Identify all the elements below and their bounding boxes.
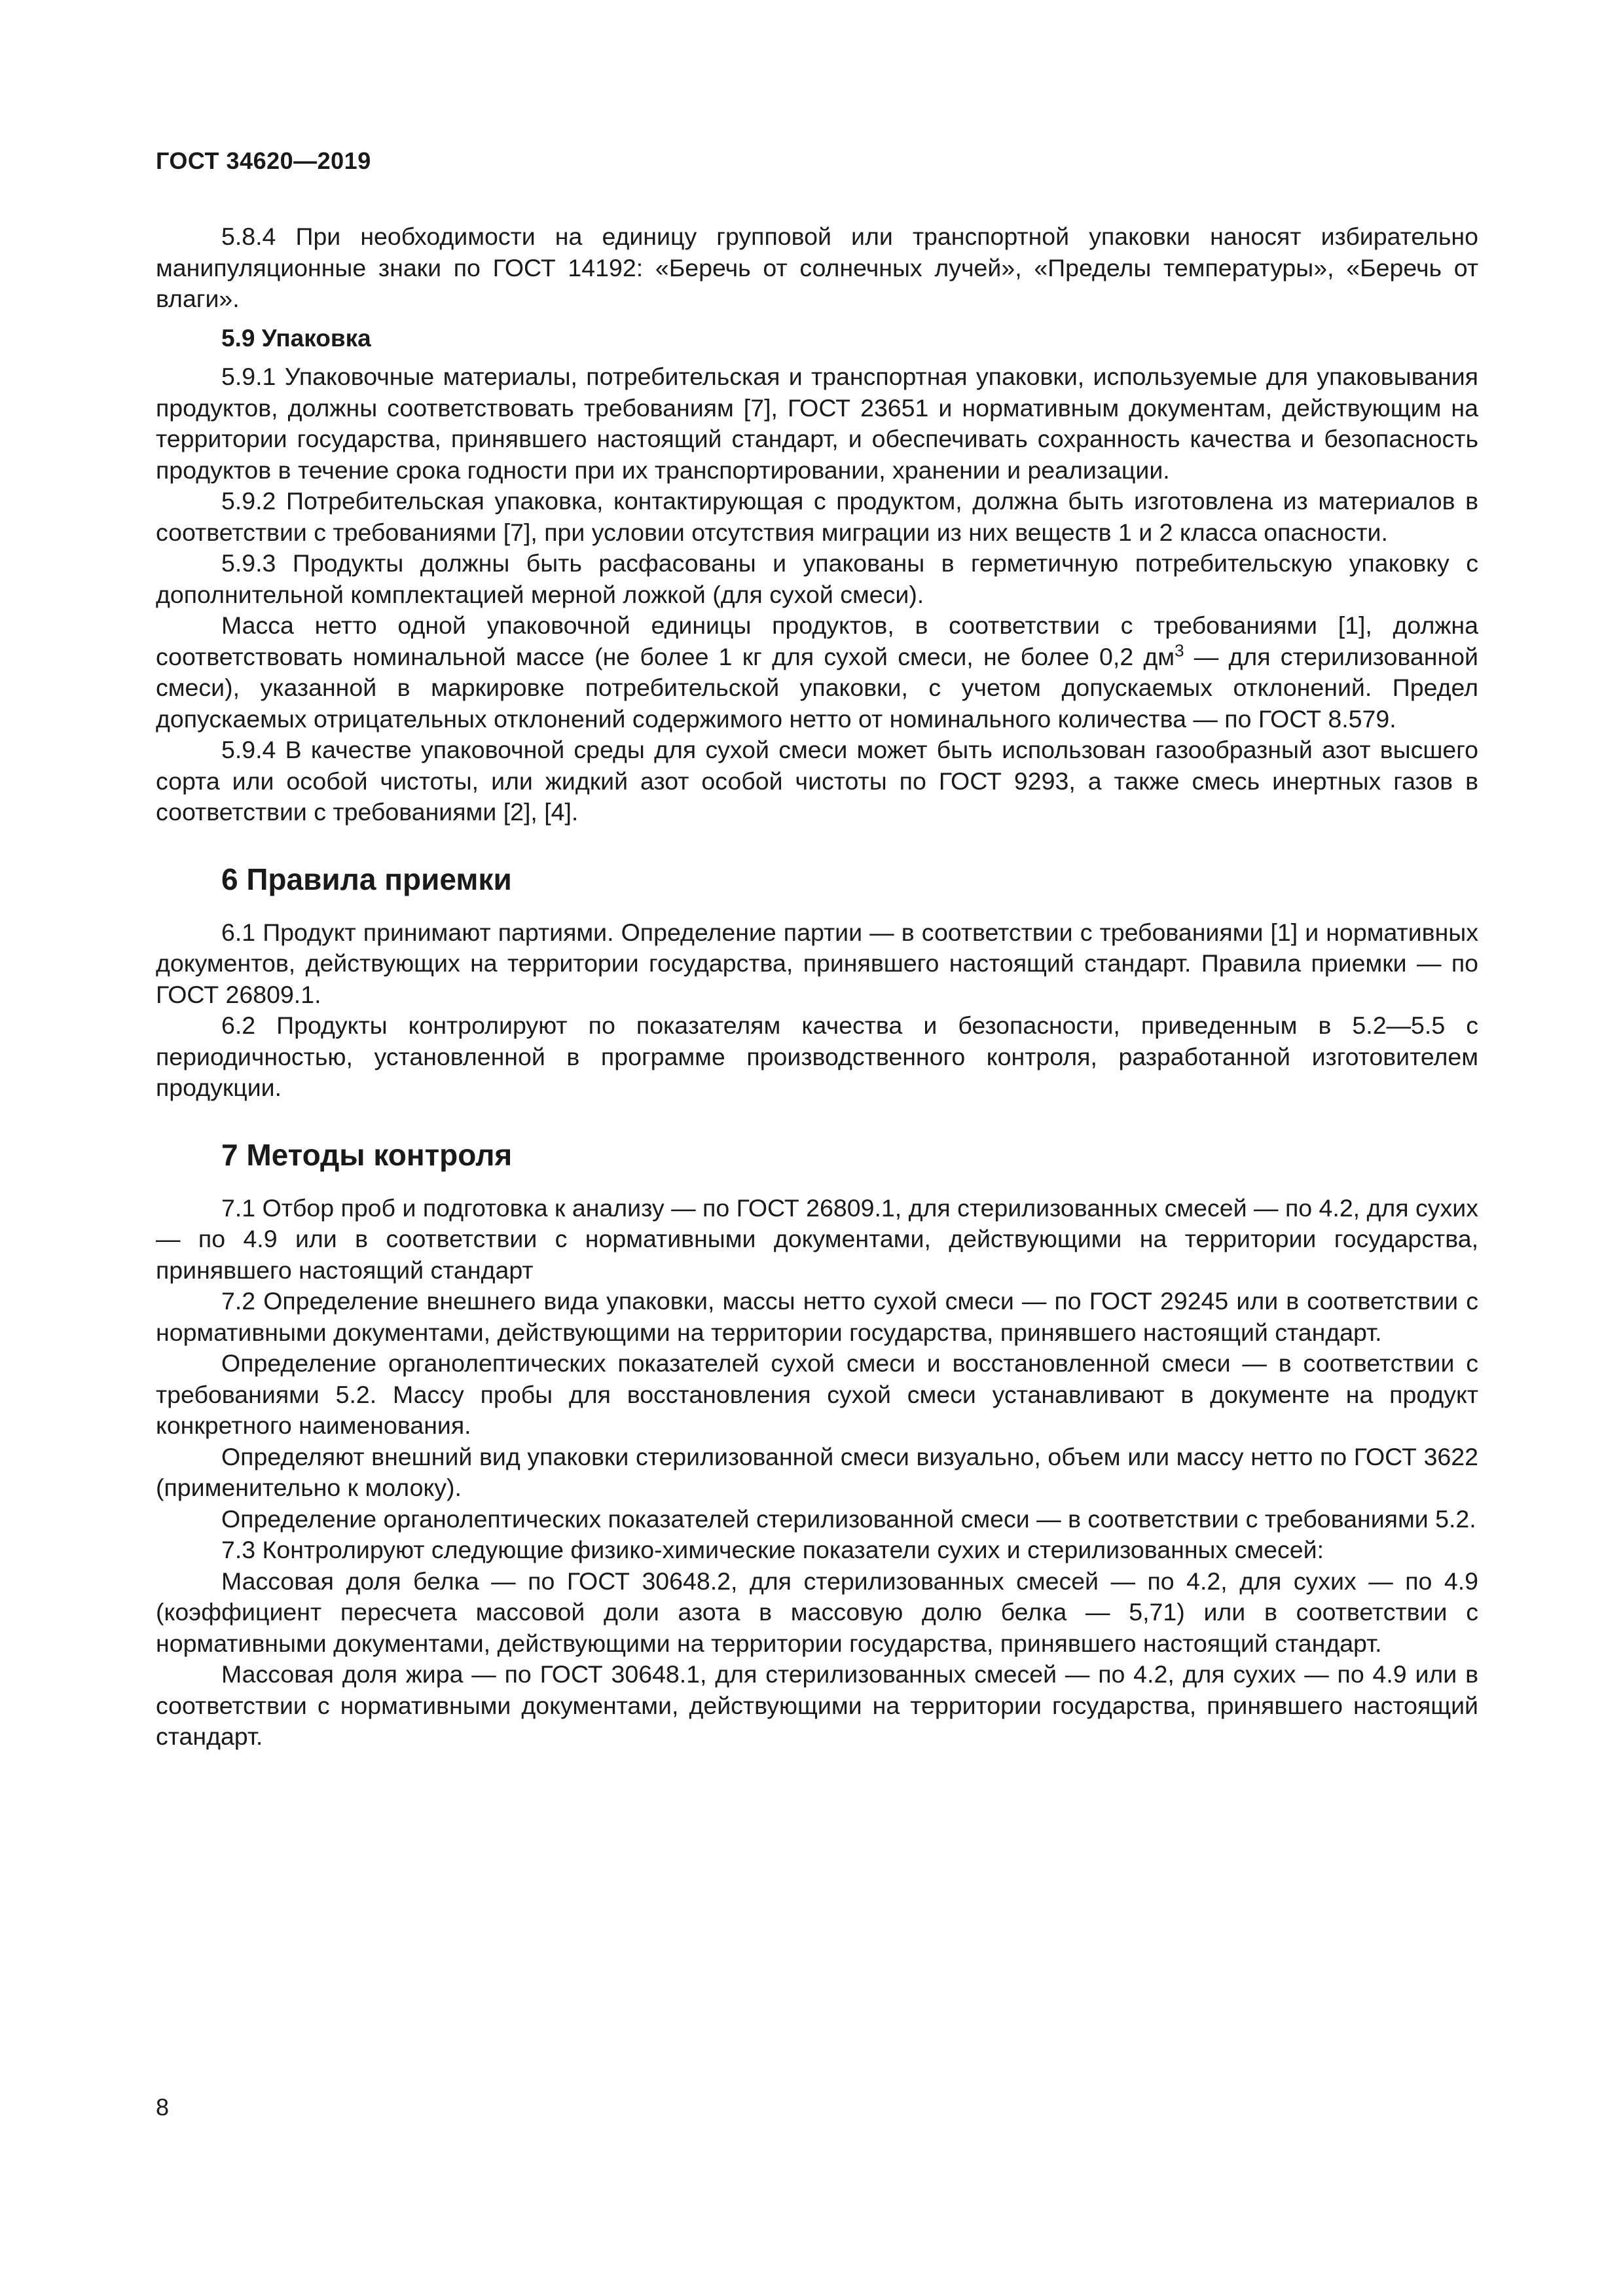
document-code-header: ГОСТ 34620—2019	[156, 147, 371, 174]
net-mass-text-a: Масса нетто одной упаковочной единицы продуктов, в соответствии с требованиями [1], должна соответствовать номинальной массе (не более 1 кг для сухой смеси, не более 0,2 дм	[156, 611, 1478, 670]
heading-5-9: 5.9 Упаковка	[221, 324, 371, 352]
document-body	[156, 221, 1478, 1753]
paragraph-5-9-3: 5.9.3 Продукты должны быть расфасованы и упакованы в герметичную потребительскую упаковку с дополнительной комплектацией мерной ложкой (для сухой смеси).	[156, 549, 1478, 608]
paragraph-7-2-sterilized: Определение органолептических показателей стерилизованной смеси — в соответствии с требованиями 5.2.	[221, 1504, 1476, 1533]
paragraph-7-2-appearance: Определяют внешний вид упаковки стерилизованной смеси визуально, объем или массу нетто по ГОСТ 3622 (применительно к молоку).	[156, 1442, 1478, 1501]
paragraph-net-mass	[156, 610, 1478, 735]
heading-section-7: 7 Методы контроля	[221, 1137, 513, 1172]
paragraph-5-9-4: 5.9.4 В качестве упаковочной среды для сухой смеси может быть использован газообразный азот высшего сорта или особой чистоты, или жидкий азот особой чистоты по ГОСТ 9293, а также смесь инертных газов в соответствии с требованиями [2], [4].	[156, 736, 1478, 826]
paragraph-7-2: 7.2 Определение внешнего вида упаковки, массы нетто сухой смеси — по ГОСТ 29245 или в соответствии с нормативными документами, действующими на территории государства, принявшего настоящий стандарт.	[156, 1287, 1478, 1346]
paragraph-7-2-organoleptic: Определение органолептических показателей сухой смеси и восстановленной смеси — в соответствии с требованиями 5.2. Массу пробы для восстановления сухой смеси устанавливают в документе на продукт конкретного наименования.	[156, 1349, 1478, 1439]
paragraph-7-3: 7.3 Контролируют следующие физико-химические показатели сухих и стерилизованных смесей:	[221, 1536, 1324, 1563]
paragraph-6-2: 6.2 Продукты контролируют по показателям качества и безопасности, приведенным в 5.2—5.5 с периодичностью, установленной в программе производственного контроля, разработанной изготовителем продукции.	[156, 1011, 1478, 1101]
document-page	[156, 0, 1478, 2296]
paragraph-5-8-4: 5.8.4 При необходимости на единицу групповой или транспортной упаковки наносят избирательно манипуляционные знаки по ГОСТ 14192: «Беречь от солнечных лучей», «Пределы температуры», «Беречь от влаги».	[156, 223, 1478, 312]
paragraph-5-9-1: 5.9.1 Упаковочные материалы, потребительская и транспортная упаковки, используемые для упаковывания продуктов, должны соответствовать требованиям [7], ГОСТ 23651 и нормативным документам, действующим на территории государства, принявшего настоящий стандарт, и обеспечивать сохранность качества и безопасность продуктов в течение срока годности при их транспортировании, хранении и реализации.	[156, 363, 1478, 484]
page-number: 8	[156, 2094, 170, 2121]
paragraph-5-9-2: 5.9.2 Потребительская упаковка, контактирующая с продуктом, должна быть изготовлена из материалов в соответствии с требованиями [7], при условии отсутствия миграции из них веществ 1 и 2 класса опасности.	[156, 487, 1478, 546]
paragraph-7-3-protein: Массовая доля белка — по ГОСТ 30648.2, для стерилизованных смесей — по 4.2, для сухих — по 4.9 (коэффициент пересчета массовой доли азота в массовую долю белка — 5,71) или в соответствии с нормативными документами, действующими на территории государства, принявшего настоящий стандарт.	[156, 1567, 1478, 1657]
heading-section-6: 6 Правила приемки	[221, 862, 512, 896]
paragraph-6-1: 6.1 Продукт принимают партиями. Определение партии — в соответствии с требованиями [1] и нормативных документов, действующих на территории государства, принявшего настоящий стандарт. Правила приемки — по ГОСТ 26809.1.	[156, 918, 1478, 1008]
net-mass-text-b: — для стерилизованной смеси), указанной в маркировке потребительской упаковки, с учетом допускаемых отклонений. Предел допускаемых отрицательных отклонений содержимого нетто от номинального количества — по ГОСТ 8.579.	[156, 642, 1478, 733]
paragraph-7-3-fat: Массовая доля жира — по ГОСТ 30648.1, для стерилизованных смесей — по 4.2, для сухих — по 4.9 или в соответствии с нормативными документами, действующими на территории государства, принявшего настоящий стандарт.	[156, 1660, 1478, 1750]
paragraph-7-1: 7.1 Отбор проб и подготовка к анализу — по ГОСТ 26809.1, для стерилизованных смесей — по 4.2, для сухих — по 4.9 или в соответствии с нормативными документами, действующими на территории государства, принявшего настоящий стандарт	[156, 1194, 1478, 1284]
cubic-superscript: 3	[1175, 640, 1184, 660]
